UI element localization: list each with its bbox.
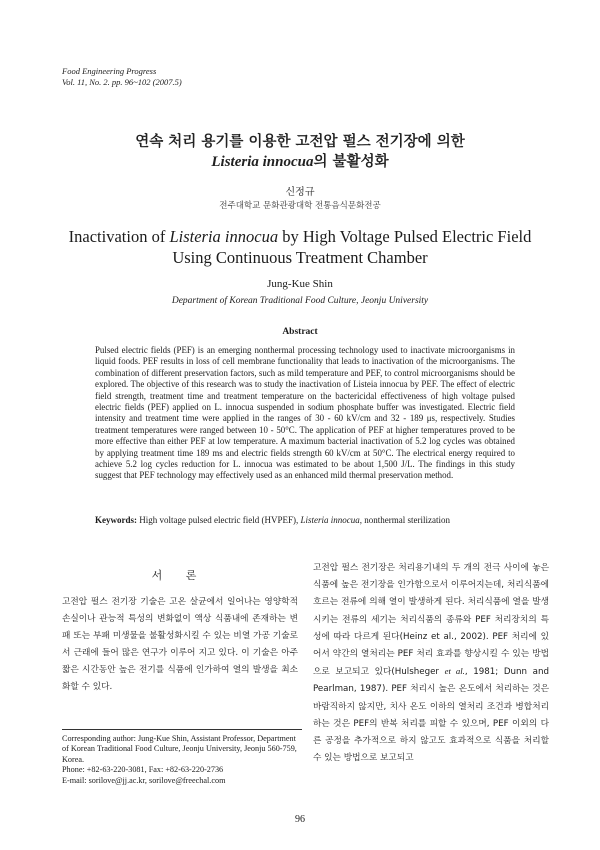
corresponding-author-footnote — [62, 734, 302, 786]
footnote-phone: Phone: +82-63-220-3081, Fax: +82-63-220-2736 — [62, 765, 224, 775]
keywords-text-end: nonthermal sterilization — [361, 515, 450, 525]
abstract-heading: Abstract — [282, 327, 318, 337]
korean-title-line2 — [0, 152, 600, 172]
english-title-suffix: by High Voltage Pulsed Electric Field — [278, 227, 532, 246]
right-column-etal: et al. — [444, 666, 465, 677]
right-column-part2: , 1981; Dunn and Pearlman, 1987). PEF 처리시 높은 온도에서 처리하는 것은 바람직하지 않지만, 치사 온도 이하의 열처리 조건과 병합처리하는 것은 PEF의 반복 처리를 피할 수 있으며, PEF 이외의 다른 공정을 추가적으로 하지 않고도 효과적으로 식품을 처리할 수 있는 방법으로 보고되고 — [313, 667, 549, 764]
keywords-label: Keywords: — [95, 515, 137, 525]
abstract-text: Pulsed electric fields (PEF) is an emerging nonthermal processing technology used to inactivate microorganisms in liquid foods. PEF results in loss of cell membrane functionality that leads to inactivation of the microorganisms. The combination of different preservation factors, such as mild temperature and PEF, to control microorganisms should be explored. The objective of this research was to study the inactivation of Listeia innocua by PEF. The effect of electric field strength, treatment time and treatment temperature on the bactericidal effectiveness of high voltage pulsed electric fields (PEF) applied on L. innocua suspended in sodium phosphate buffer was investigated. Electric field intensity and treatment time were applied in the ranges of 30 - 60 kV/cm and 32 - 189 μs, respectively. Studies treatment temperatures were ranged between 10 - 50°C. The application of PEF at higher temperatures proved to be more effective than either PEF at low temperature. A maximum bacterial inactivation of 5.2 log cycles was obtained by applying treatment time 189 ms and electric fields strength 60 kV/cm at 50°C. The electrical energy required to achieve 5.2 log cycles reduction for L. innocua was estimated to be about 1,500 J/L. The findings in this study suggest that PEF technology may effectively used as an enhanced mild thermal preservation method. — [95, 345, 515, 481]
korean-affiliation: 전주대학교 문화관광대학 전통음식문화전공 — [219, 201, 381, 211]
keywords — [95, 515, 515, 526]
journal-header — [62, 66, 182, 87]
english-title — [0, 226, 600, 268]
english-title-line1 — [0, 226, 600, 247]
korean-author: 신정규 — [285, 187, 315, 198]
english-affiliation: Department of Korean Traditional Food Culture, Jeonju University — [171, 296, 429, 306]
keywords-species: Listeria innocua, — [300, 515, 362, 525]
english-title-line2: Using Continuous Treatment Chamber — [172, 248, 428, 267]
english-title-prefix: Inactivation of — [68, 227, 170, 246]
footnote-author: Corresponding author: Jung-Kue Shin, Assistant Professor, Department of Korean Traditional Food Culture, Jeonju University, Jeonju 560-759, Korea. — [62, 734, 297, 764]
korean-title — [0, 132, 600, 172]
korean-title-line1: 연속 처리 용기를 이용한 고전압 펄스 전기장에 의한 — [135, 134, 465, 150]
right-column-part1: 고전압 펄스 전기장은 처리용기내의 두 개의 전극 사이에 놓은 식품에 높은 전기장을 인가함으로서 이루어지는데, 처리식품에 흐르는 전류에 의해 열이 발생하게 된다. 처리식품에 열을 발생시키는 전류의 세기는 처리식품의 종류와 PEF 처리장치의 특성에 따라 다르게 된다(Heinz et al., 2002). PEF 처리에 있어서 약간의 열처리는 PEF 처리 효과를 향상시킬 수 있는 방법으로 보고되고 있다(Hulsheger — [313, 563, 549, 678]
footnote-divider — [62, 729, 302, 730]
left-column-text: 고전압 펄스 전기장 기술은 고온 살균에서 일어나는 영양학적 손실이나 관능적 특성의 변화없이 액상 식품내에 존재하는 변패 또는 부패 미생물을 불활성화시킬 수 있는 비열 가공 기술로서 근래에 들어 많은 연구가 이루어 지고 있다. 이 기술은 아주 짧은 시간동안 높은 전기를 식품에 인가하여 열의 발생을 최소화할 수 있다. — [62, 597, 298, 692]
korean-title-suffix: 의 불활성화 — [313, 154, 389, 170]
footnote-email: E-mail: sorilove@jj.ac.kr, sorilove@freechal.com — [62, 775, 226, 785]
right-column-text — [313, 560, 549, 767]
english-author: Jung-Kue Shin — [267, 278, 333, 290]
journal-name: Food Engineering Progress — [62, 66, 157, 76]
section-heading-introduction: 서 론 — [151, 569, 207, 582]
keywords-text: High voltage pulsed electric field (HVPEF), — [137, 515, 301, 525]
english-title-species: Listeria innocua — [169, 227, 279, 246]
volume-info: Vol. 11, No. 2. pp. 96~102 (2007.5) — [62, 76, 182, 87]
page-number: 96 — [295, 814, 305, 825]
korean-title-species: Listeria innocua — [211, 154, 314, 170]
